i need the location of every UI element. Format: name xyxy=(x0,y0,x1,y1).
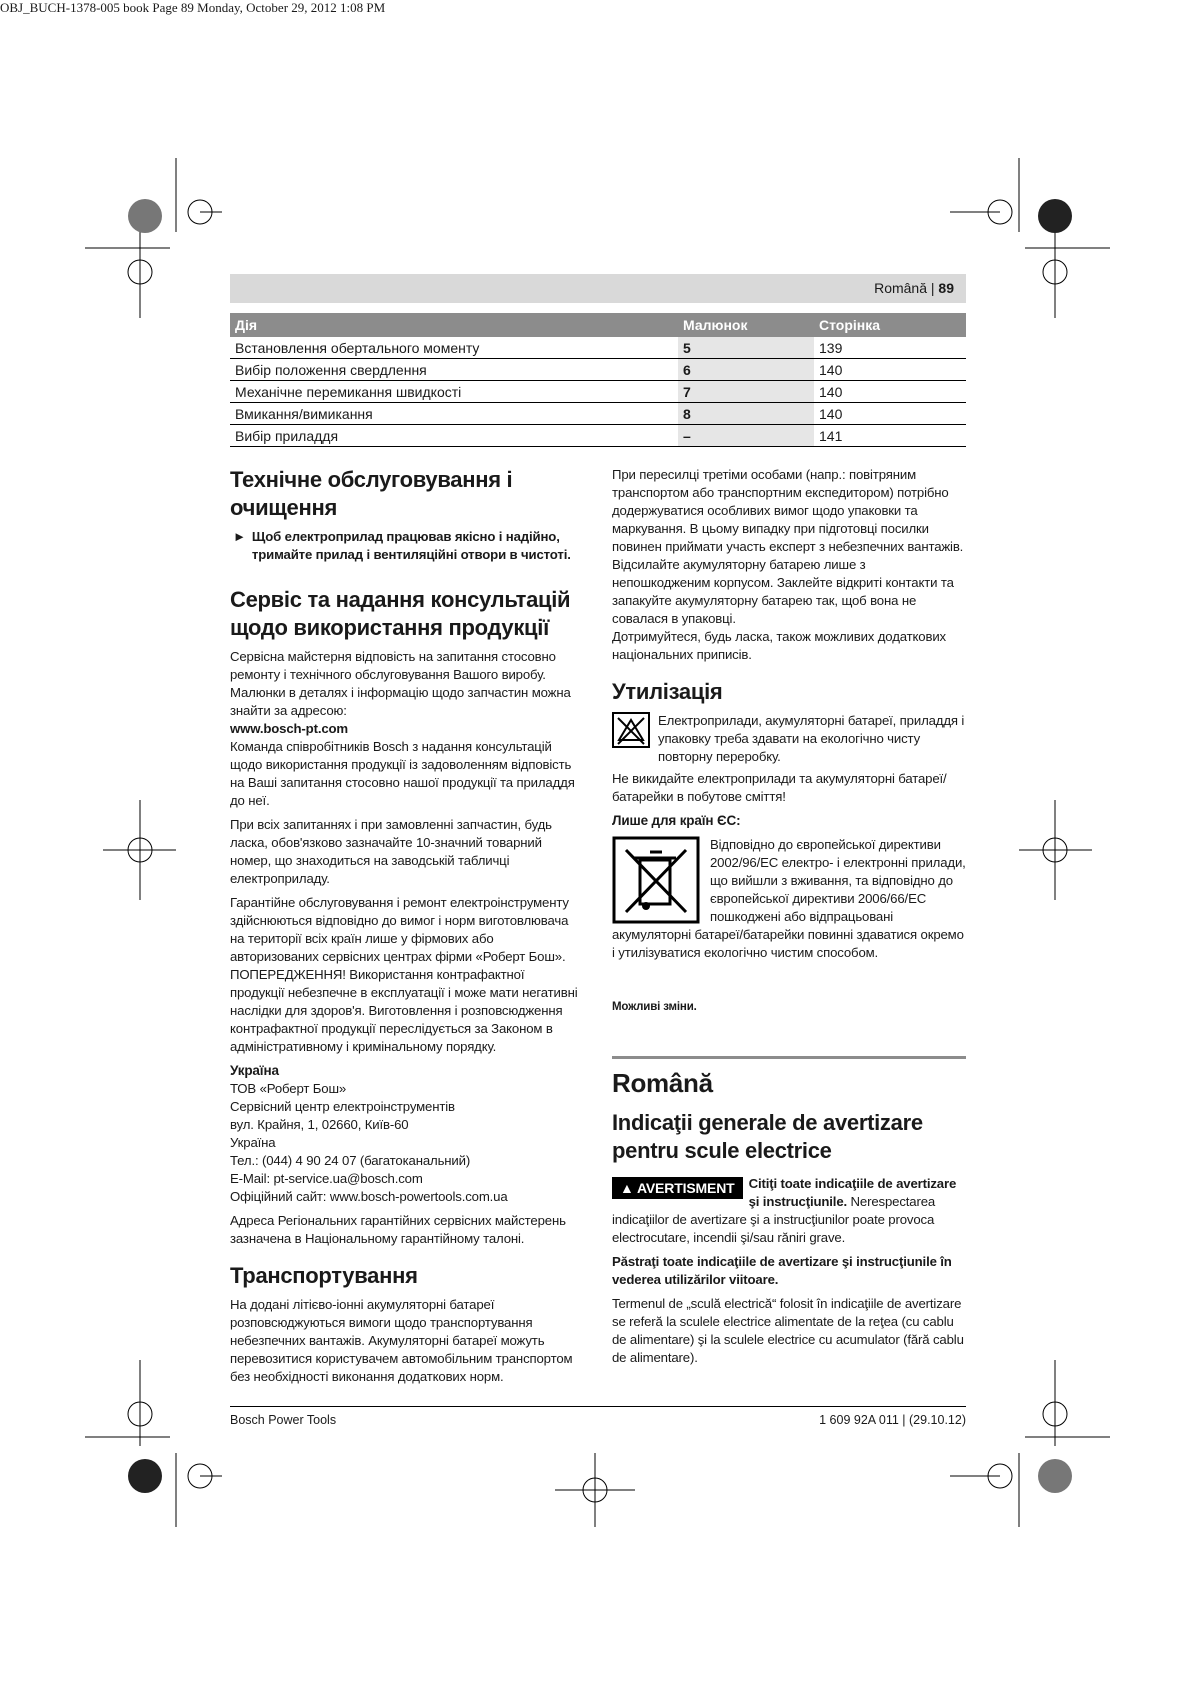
warning-label-text: AVERTISMENT xyxy=(636,1180,735,1196)
print-slug: OBJ_BUCH-1378-005 book Page 89 Monday, October 29, 2012 1:08 PM xyxy=(0,0,386,15)
crossed-bin-icon xyxy=(612,836,700,924)
cell-action: Вибір приладдя xyxy=(230,425,678,447)
address-email[interactable]: E-Mail: pt-service.ua@bosch.com xyxy=(230,1171,423,1186)
service-paragraph: Сервісна майстерня відповість на запитання стосовно ремонту і технічного обслуговування Вашого виробу. Малюнки в деталях і інформацію щодо запчастин можна знайти за адресою: xyxy=(230,649,571,718)
transport-paragraph: При пересилці третіми особами (напр.: повітряним транспортом або транспортним експедитором) потрібно додержуватися особливих вимог щодо упаковки та маркування. В цьому випадку при підготовці посилки повинен приймати участь експерт з небезпечних вантажів. xyxy=(612,467,964,554)
address-line: вул. Крайня, 1, 02660, Київ-60 xyxy=(230,1117,409,1132)
warning-bold-text: Citiţi toate indicaţiile de avertizare şi instrucţiunile. xyxy=(748,1176,957,1209)
header-separator: | xyxy=(930,280,935,296)
cell-page: 139 xyxy=(814,337,966,359)
header-section: Română xyxy=(874,280,927,296)
service-paragraph: Команда співробітників Bosch з надання консультацій щодо використання продукції із задоволенням відповість на Ваші запитання стосовно нашої продукції та приладдя до неї. xyxy=(230,739,575,808)
cell-figure: 5 xyxy=(678,337,814,359)
disposal-paragraph: Не викидайте електроприлади та акумуляторні батареї/батарейки в побутове сміття! xyxy=(612,771,947,804)
cell-page: 140 xyxy=(814,359,966,381)
address-line: ТОВ «Роберт Бош» xyxy=(230,1081,347,1096)
table-header: Малюнок xyxy=(678,313,814,337)
table-row xyxy=(230,381,966,403)
heading-transport: Транспортування xyxy=(230,1263,418,1288)
eu-only-heading: Лише для країн ЄС: xyxy=(612,813,741,828)
transport-paragraph: На додані літієво-іонні акумуляторні батареї розповсюджуються вимоги щодо транспортування небезпечних вантажів. Акумуляторні батареї можуть перевозитися користувачем автомобільним транспортом без необхідності виконання додаткових норм. xyxy=(230,1297,573,1384)
transport-paragraph: Дотримуйтеся, будь ласка, також можливих додаткових національних приписів. xyxy=(612,629,946,662)
cell-figure: 8 xyxy=(678,403,814,425)
footer-right: 1 609 92A 011 | (29.10.12) xyxy=(819,1413,966,1427)
page-header xyxy=(230,274,966,303)
right-column xyxy=(612,466,966,1373)
address-line: Тел.: (044) 4 90 24 07 (багатоканальний) xyxy=(230,1153,471,1168)
left-column xyxy=(230,466,580,1392)
address-line: Сервісний центр електроінструментів xyxy=(230,1099,455,1114)
keep-instructions: Păstraţi toate indicaţiile de avertizare şi instrucţiunile în vederea utilizărilor viitoare. xyxy=(612,1254,952,1287)
heading-indicatii: Indicaţii generale de avertizare pentru scule electrice xyxy=(612,1110,923,1163)
cell-page: 140 xyxy=(814,381,966,403)
cell-action: Вибір положення свердлення xyxy=(230,359,678,381)
footer-left: Bosch Power Tools xyxy=(230,1413,337,1427)
recycle-icon xyxy=(612,712,650,748)
table-header: Сторінка xyxy=(814,313,966,337)
changes-note: Можливі зміни. xyxy=(612,1001,697,1013)
table-row xyxy=(230,403,966,425)
table-row xyxy=(230,425,966,447)
triangle-bullet-icon: ► xyxy=(233,529,246,544)
table-row xyxy=(230,337,966,359)
table-header: Дія xyxy=(230,313,678,337)
service-paragraph: Гарантійне обслуговування і ремонт електроінструменту здійснюються відповідно до вимог і норм виготовлювача на території всіх країн лише у фірмових або авторизованих сервісних центрах фірми «Роберт Бош». ПОПЕРЕДЖЕННЯ! Використання контрафактної продукції небезпечне в експлуатації і може мати негативні наслідки для здоров'я. Виготовлення і розповсюдження контрафактної продукції переслідується за Законом в адміністративному і кримінальному порядку. xyxy=(230,895,578,1054)
warning-paragraph xyxy=(612,1175,966,1247)
heading-maintenance: Технічне обслуговування і очищення xyxy=(230,467,513,520)
warning-label: ▲ AVERTISMENT xyxy=(612,1177,743,1199)
cell-page: 140 xyxy=(814,403,966,425)
maintenance-bullet-text: Щоб електроприлад працював якісно і надійно, тримайте прилад і вентиляційні отвори в чистоті. xyxy=(251,529,571,562)
service-paragraph: Адреса Регіональних гарантійних сервісних майстерень зазначена в Національному гарантійному талоні. xyxy=(230,1213,566,1246)
address-website[interactable]: Офіційний сайт: www.bosch-powertools.com.ua xyxy=(230,1189,508,1204)
heading-service: Сервіс та надання консультацій щодо використання продукції xyxy=(230,587,571,640)
function-table xyxy=(230,313,966,447)
service-url[interactable]: www.bosch-pt.com xyxy=(230,721,348,736)
disposal-paragraph: Електроприлади, акумуляторні батареї, приладдя і упаковку треба здавати на екологічно чисту повторну переробку. xyxy=(658,713,965,764)
heading-disposal: Утилізація xyxy=(612,679,723,704)
eu-block xyxy=(612,836,966,962)
warning-text: Nerespectarea indicaţiilor de avertizare şi a instrucţiunilor poate provoca electrocutare, incendii şi/sau răniri grave. xyxy=(612,1194,936,1245)
footer-rule xyxy=(230,1406,966,1407)
disposal-row xyxy=(612,712,966,766)
header-page-number: 89 xyxy=(938,280,954,296)
section-divider xyxy=(612,1056,966,1059)
term-paragraph: Termenul de „sculă electrică“ folosit în indicaţiile de avertizare se referă la sculele electrice alimentate de la reţea (cu cablu de alimentare) şi la sculele electrice cu acumulator (fără cablu de alimentare). xyxy=(612,1296,964,1365)
heading-romana: Română xyxy=(612,1068,713,1098)
table-row xyxy=(230,359,966,381)
page-header-text xyxy=(874,280,954,296)
cell-figure: – xyxy=(678,425,814,447)
cell-figure: 7 xyxy=(678,381,814,403)
table-body xyxy=(230,337,966,447)
cell-page: 141 xyxy=(814,425,966,447)
cell-action: Вмикання/вимикання xyxy=(230,403,678,425)
cell-action: Встановлення обертального моменту xyxy=(230,337,678,359)
address-line: Україна xyxy=(230,1135,276,1150)
transport-paragraph: Відсилайте акумуляторну батарею лише з непошкодженим корпусом. Заклейте відкриті контакти та запакуйте акумуляторну батарею так, щоб вона не совалася в упаковці. xyxy=(612,557,954,626)
cell-figure: 6 xyxy=(678,359,814,381)
country-heading: Україна xyxy=(230,1063,279,1078)
address-block xyxy=(230,1080,580,1206)
eu-paragraph: Відповідно до європейської директиви 2002/96/EC електро- і електронні прилади, що вийшли з вживання, та відповідно до європейської директиви 2006/66/EC пошкоджені або відпрацьовані акумуляторні батареї/батарейки повинні здаватися окремо і утилізуватися екологічно чистим способом. xyxy=(612,837,966,960)
cell-action: Механічне перемикання швидкості xyxy=(230,381,678,403)
table-header-row xyxy=(230,313,966,337)
maintenance-bullet xyxy=(233,528,580,564)
service-paragraph: При всіх запитаннях і при замовленні запчастин, будь ласка, обов'язково зазначайте 10-значний товарний номер, що знаходиться на заводській табличці електроприладу. xyxy=(230,817,552,886)
